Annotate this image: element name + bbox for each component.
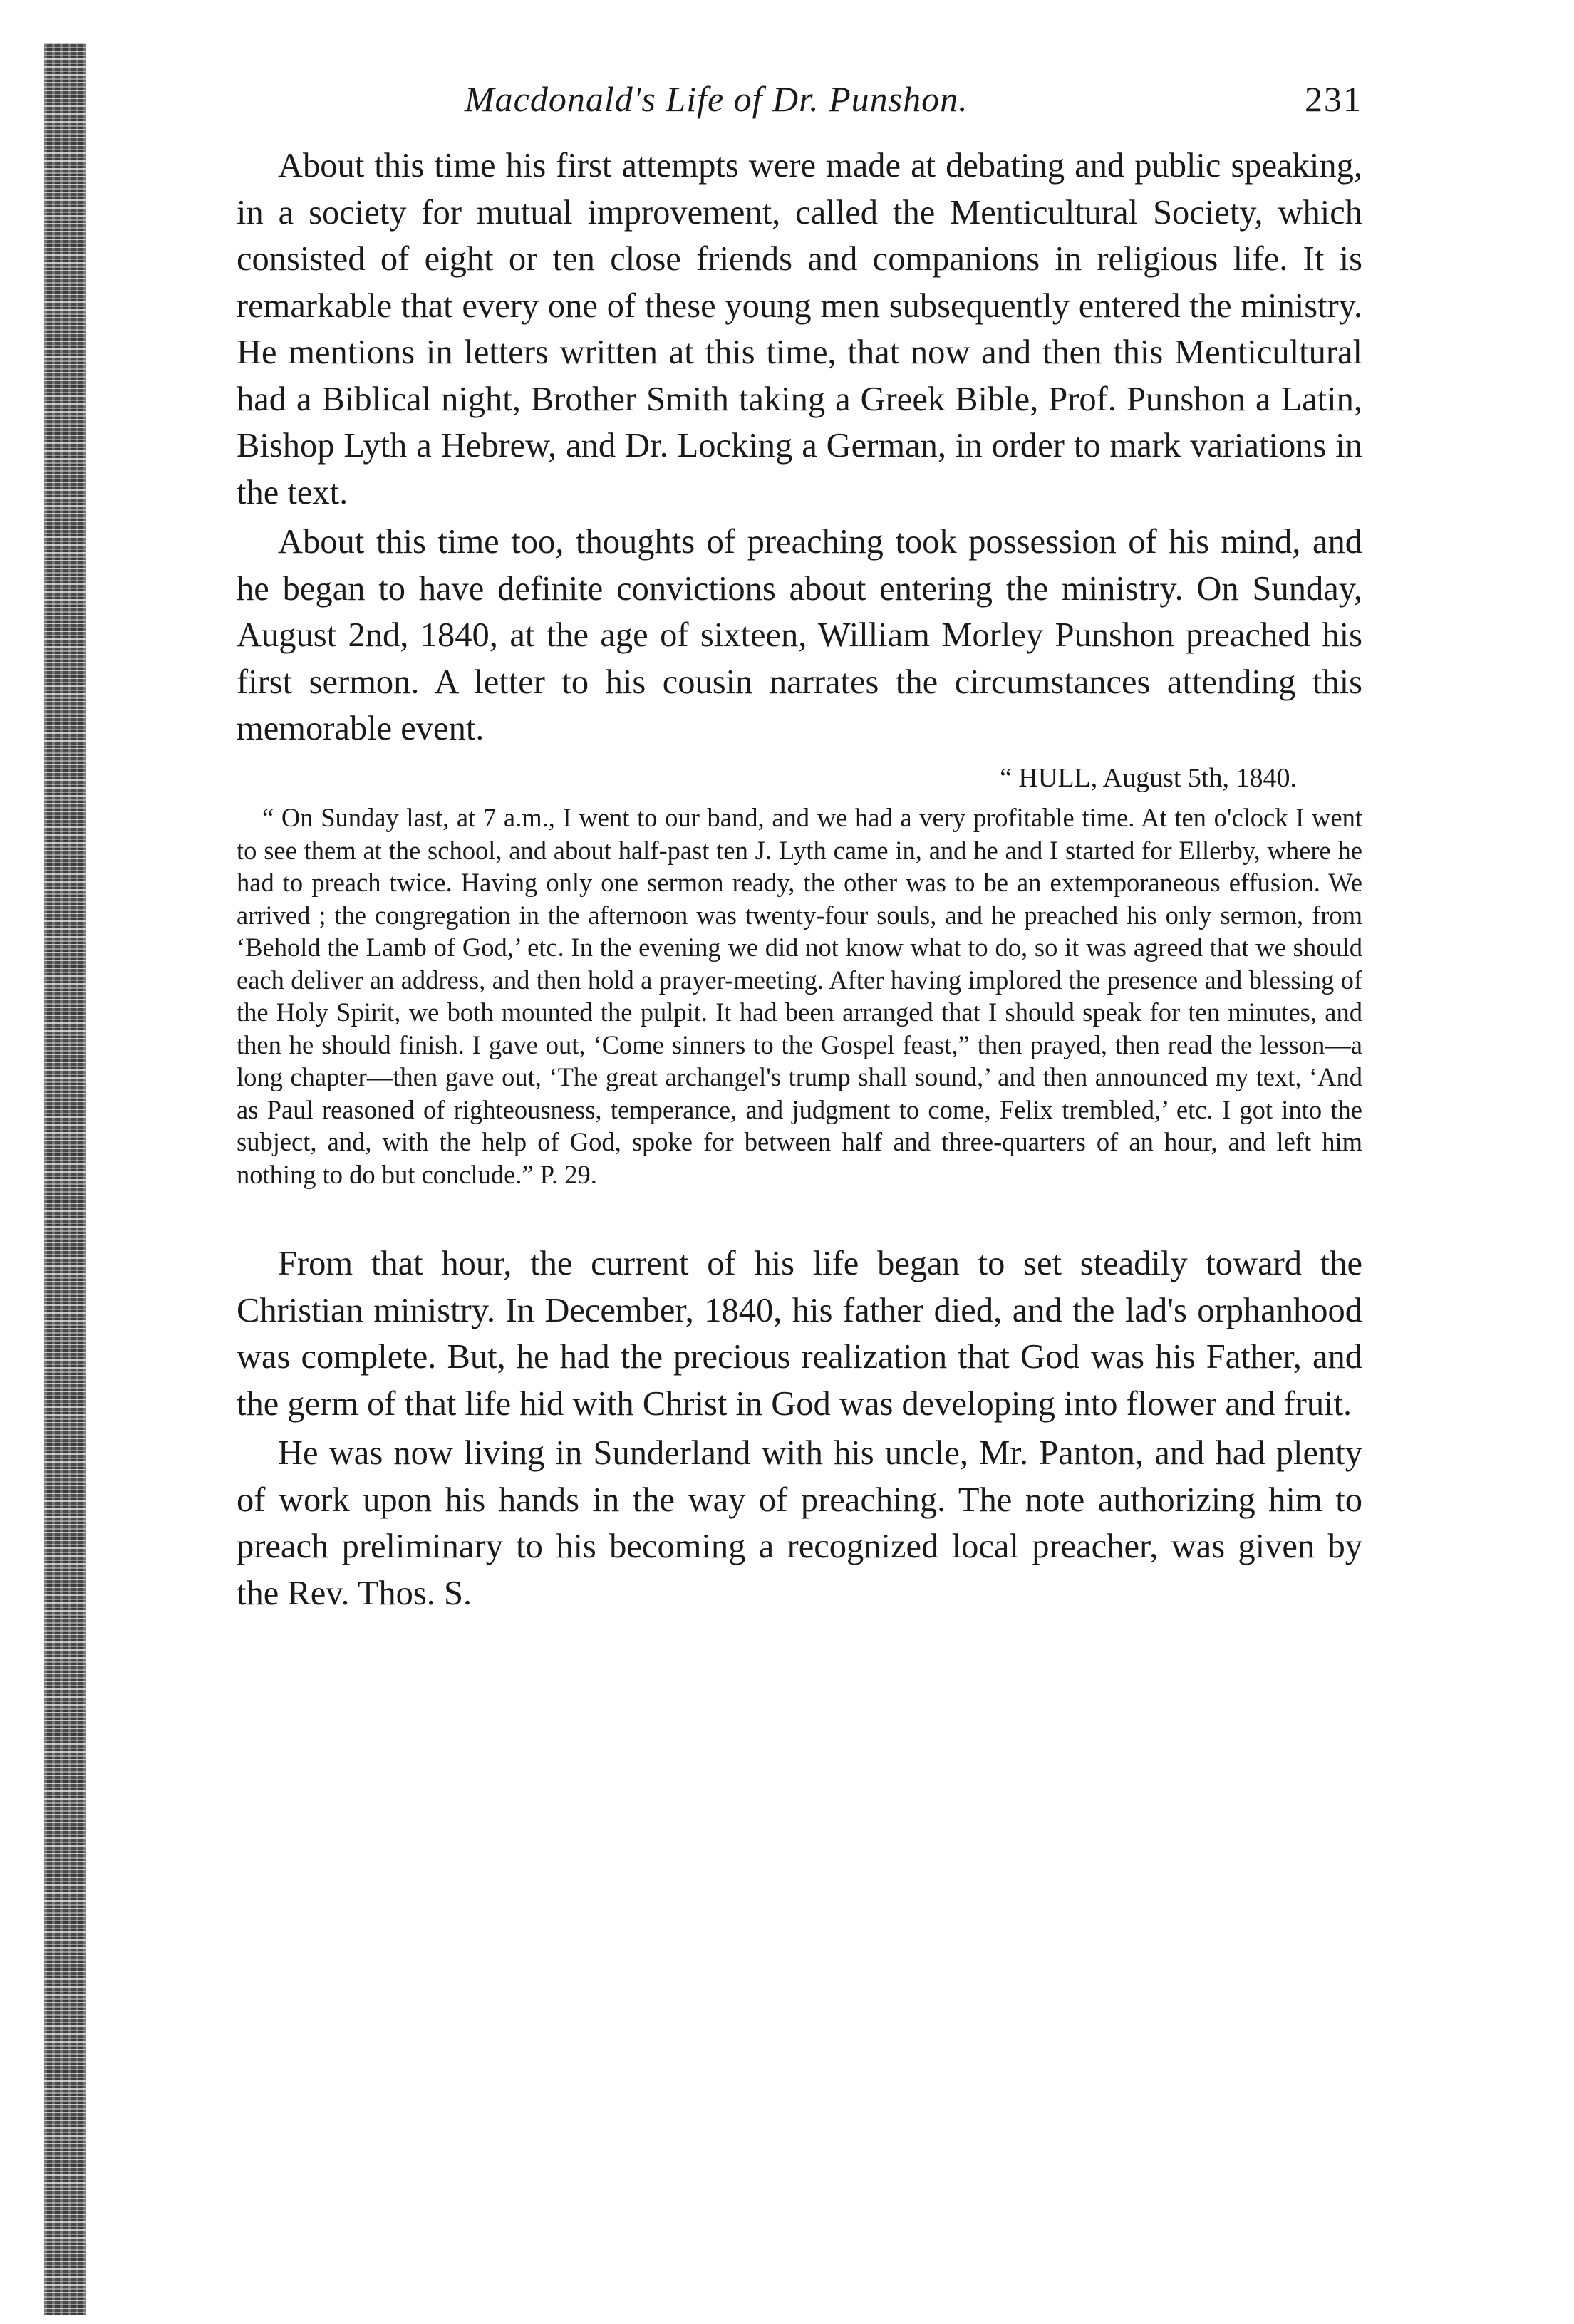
quoted-letter bbox=[237, 762, 1362, 1191]
paragraph-menticultural-society: About this time his first attempts were made at debating and public speaking, in a society for mutual improvement, called the Menticultural Society, which consisted of eight or ten close friends and companions in religious life. It is remarkable that every one of these young men subsequently entered the ministry. He mentions in letters written at this time, that now and then this Menticultural had a Biblical night, Brother Smith taking a Greek Bible, Prof. Punshon a Latin, Bishop Lyth a Hebrew, and Dr. Locking a German, in order to mark variations in the text. bbox=[237, 147, 1362, 512]
paragraph-first-sermon: About this time too, thoughts of preaching took possession of his mind, and he began to have definite convictions about entering the ministry. On Sunday, August 2nd, 1840, at the age of sixteen, William Morley Punshon preached his first sermon. A letter to his cousin narrates the circumstances attending this memorable event. bbox=[237, 523, 1362, 747]
closing-section bbox=[237, 1240, 1362, 1617]
letter-dateline: “ HULL, August 5th, 1840. bbox=[1000, 762, 1297, 793]
page-number: 231 bbox=[1305, 79, 1362, 119]
letter-body: “ On Sunday last, at 7 a.m., I went to our band, and we had a very profitable time. At ten o'clock I went to see them at the school, and about half-past ten J. Lyth came in, and he and I started for Ellerby, where he had to preach twice. Having only one sermon ready, the other was to be an extemporaneous effusion. We arrived ; the congregation in the afternoon was twenty-four souls, and he preached his only sermon, from ‘Behold the Lamb of God,’ etc. In the evening we did not know what to do, so it was agreed that we should each deliver an address, and then hold a prayer-meeting. After having implored the presence and blessing of the Holy Spirit, we both mounted the pulpit. It had been arranged that I should speak for ten minutes, and then he should finish. I gave out, ‘Come sinners to the Gospel feast,” then prayed, then read the lesson—a long chapter—then gave out, ‘The great archangel's trump shall sound,’ and then announced my text, ‘And as Paul reasoned of righteousness, temperance, and judgment to come, Felix trembled,’ etc. I got into the subject, and, with the help of God, spoke for between half and three-quarters of an hour, and left him nothing to do but conclude.” P. 29. bbox=[237, 803, 1362, 1189]
paragraph-christian-ministry: From that hour, the current of his life began to set steadily toward the Christian ministry. In December, 1840, his father died, and the lad's orphanhood was complete. But, he had the precious realization that God was his Father, and the germ of that life hid with Christ in God was developing into flower and fruit. bbox=[237, 1245, 1362, 1423]
running-title: Macdonald's Life of Dr. Punshon. bbox=[465, 79, 968, 119]
paragraph-sunderland: He was now living in Sunderland with his uncle, Mr. Panton, and had plenty of work upon his hands in the way of preaching. The note authorizing him to preach preliminary to his becoming a recognized local preacher, was given by the Rev. Thos. S. bbox=[237, 1434, 1362, 1612]
book-page bbox=[237, 78, 1362, 1617]
running-header bbox=[237, 78, 1362, 142]
binding-edge bbox=[44, 43, 86, 2315]
